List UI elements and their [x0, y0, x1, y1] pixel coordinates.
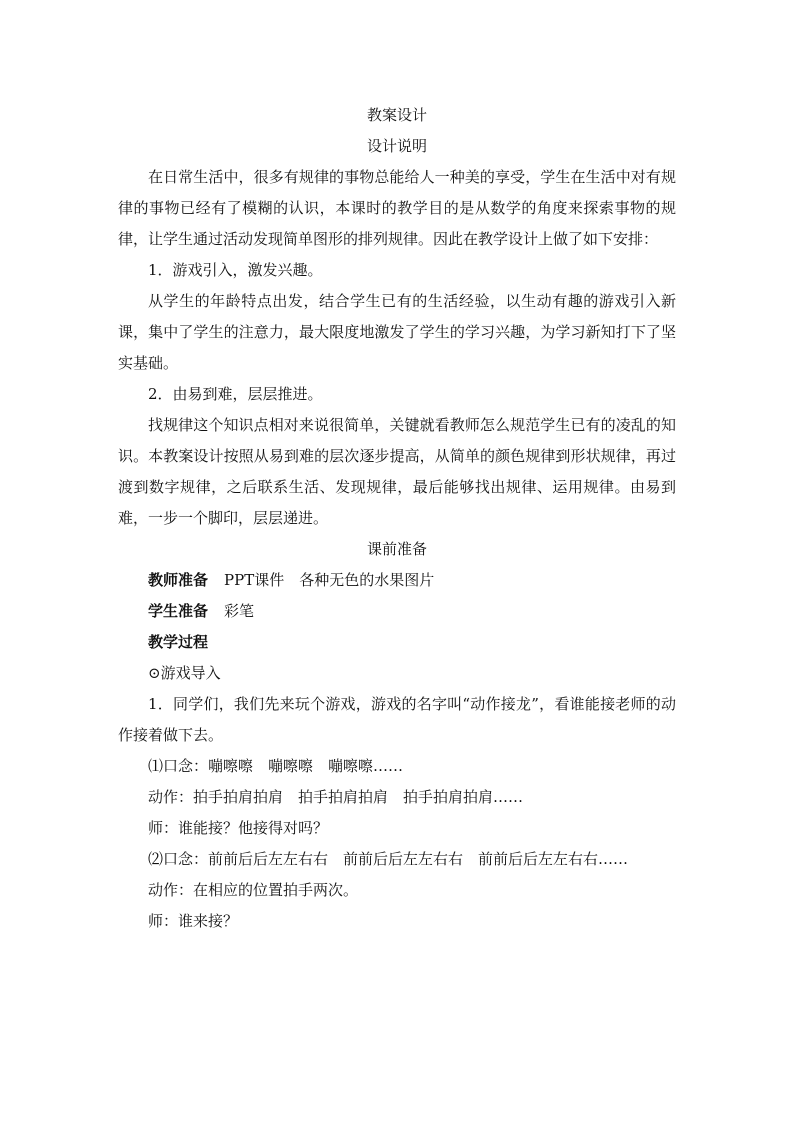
game-intro-heading: ⊙游戏导入: [148, 664, 221, 682]
chant-2: ⑵口念：前前后后左左右右 前前后后左左右右 前前后后左左右右……: [148, 850, 629, 868]
point2-title: 2．由易到难，层层推进。: [148, 385, 323, 403]
document-page: [118, 100, 676, 937]
action-2: 动作：在相应的位置拍手两次。: [148, 881, 359, 899]
process-heading: 教学过程: [148, 633, 209, 651]
student-prep-line: [118, 596, 676, 627]
point2-body: 找规律这个知识点相对来说很简单，关键就看教师怎么规范学生已有的凌乱的知识。本教案设计按照从易到难的层次逐步提高，从简单的颜色规律到形状规律，再过渡到数字规律，之后联系生活、发现规律，最后能够找出规律、运用规律。由易到难，一步一个脚印，层层递进。: [118, 416, 676, 527]
point1-title: 1．游戏引入，激发兴趣。: [148, 261, 323, 279]
teacher-prep-label: 教师准备: [148, 571, 209, 589]
student-prep-label: 学生准备: [148, 602, 209, 620]
teacher-prep-line: [118, 565, 676, 596]
student-prep-value: 彩笔: [224, 602, 255, 620]
teacher-prep-value: PPT课件 各种无色的水果图片: [224, 571, 435, 589]
chant-1: ⑴口念：嘣嚓嚓 嘣嚓嚓 嘣嚓嚓……: [148, 757, 404, 775]
doc-title: 教案设计: [366, 106, 427, 124]
teacher-question-2: 师：谁来接？: [148, 912, 239, 930]
point1-body: 从学生的年龄特点出发，结合学生已有的生活经验，以生动有趣的游戏引入新课，集中了学生的注意力，最大限度地激发了学生的学习兴趣，为学习新知打下了坚实基础。: [118, 292, 676, 372]
doc-subtitle: 设计说明: [366, 137, 427, 155]
intro-paragraph: 在日常生活中，很多有规律的事物总能给人一种美的享受，学生在生活中对有规律的事物已经有了模糊的认识，本课时的教学目的是从数学的角度来探索事物的规律，让学生通过活动发现简单图形的排列规律。因此在教学设计上做了如下安排：: [118, 168, 676, 248]
action-1: 动作：拍手拍肩拍肩 拍手拍肩拍肩 拍手拍肩拍肩……: [148, 788, 524, 806]
game-paragraph: 1．同学们，我们先来玩个游戏，游戏的名字叫“动作接龙”，看谁能接老师的动作接着做下去。: [118, 695, 676, 744]
teacher-question-1: 师：谁能接？他接得对吗？: [148, 819, 329, 837]
prep-heading: 课前准备: [366, 540, 427, 558]
